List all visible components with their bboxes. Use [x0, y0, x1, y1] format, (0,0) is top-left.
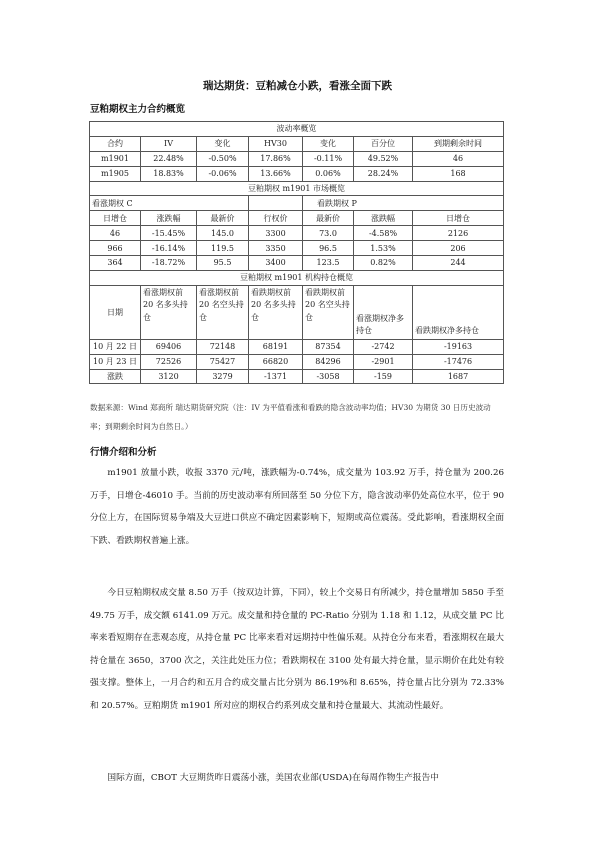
header-cell: 看跌期权前 20 名多头持仓 [249, 285, 303, 339]
header-cell: IV [141, 136, 197, 151]
header-cell: 看跌期权前 20 名空头持仓 [303, 285, 354, 339]
table-header-row [90, 211, 504, 226]
table-row [90, 166, 504, 181]
header-cell: 百分位 [354, 136, 413, 151]
table-row [90, 226, 504, 241]
header-cell: 日增仓 [90, 211, 141, 226]
header-cell: 涨跌幅 [354, 211, 413, 226]
analysis-paragraph [90, 767, 504, 790]
table-cell: 96.5 [303, 241, 354, 256]
table-cell: 3120 [141, 369, 197, 384]
table-cell: -15.45% [141, 226, 197, 241]
paragraph-text: 今日豆粕期权成交量 8.50 万手（按双边计算，下同），较上个交易日有所减少，持仓量增加 5850 手至 49.75 万手，成交额 6141.09 万元。成交量和持仓量的 PC-Ratio 分别为 1.18 和 1.12，从成交量 PC 比率来看短期存在悲观态度，从持仓量 PC 比率来看对远期持中性偏乐观。从持仓分布来看，看涨期权在最大持仓量在 3650，3700 次之，关注此处压力位；看跌期权在 3100 处有最大持仓量，显示期价在此处有较强支撑。整体上，一月合约和五月合约成交量占比分别为 86.19%和 8.65%，持仓量占比分别为 72.33%和 20.57%。豆粕期货 m1901 所对应的期权合约系列成交量和持仓量最大、其流动性最好。 [90, 588, 504, 711]
table-row [90, 339, 504, 354]
table-cell: 2126 [413, 226, 504, 241]
table-cell: 3300 [249, 226, 303, 241]
table-cell: 3350 [249, 241, 303, 256]
header-cell: 最新价 [197, 211, 249, 226]
header-cell: 看涨期权净多持仓 [354, 285, 413, 339]
volatility-section-title: 波动率概览 [90, 122, 504, 137]
table-cell: 3400 [249, 256, 303, 271]
analysis-paragraph [90, 582, 504, 717]
table-cell: -2901 [354, 354, 413, 369]
table-header-row [90, 285, 504, 339]
table-cell: 49.52% [354, 151, 413, 166]
table-cell: 18.83% [141, 166, 197, 181]
table-row [90, 354, 504, 369]
table-cell: 17.86% [249, 151, 303, 166]
table-cell [249, 196, 303, 211]
table-cell: 涨跌 [90, 369, 141, 384]
table-cell: -2742 [354, 339, 413, 354]
header-cell: 日增仓 [413, 211, 504, 226]
market-section-title: 豆粕期权 m1901 市场概览 [90, 181, 504, 196]
institution-section-title: 豆粕期权 m1901 机构持仓概览 [90, 270, 504, 285]
table-cell: -17476 [413, 354, 504, 369]
table-row [90, 241, 504, 256]
table-cell: -159 [354, 369, 413, 384]
table-cell: -4.58% [354, 226, 413, 241]
table-cell: 145.0 [197, 226, 249, 241]
table-cell: 364 [90, 256, 141, 271]
table-cell: -16.14% [141, 241, 197, 256]
table-cell: 22.48% [141, 151, 197, 166]
section-heading-overview: 豆粕期权主力合约概览 [90, 104, 186, 115]
table-cell: 73.0 [303, 226, 354, 241]
table-cell: 10 月 23 日 [90, 354, 141, 369]
table-header-row [90, 136, 504, 151]
table-cell: 10 月 22 日 [90, 339, 141, 354]
header-cell: 最新价 [303, 211, 354, 226]
header-cell: 日期 [90, 285, 141, 339]
table-cell: 966 [90, 241, 141, 256]
table-cell: 119.5 [197, 241, 249, 256]
table-cell: 1.53% [354, 241, 413, 256]
put-option-label: 看跌期权 P [303, 196, 504, 211]
table-cell: 46 [413, 151, 504, 166]
table-cell: -18.72% [141, 256, 197, 271]
table-cell: -3058 [303, 369, 354, 384]
table-cell: 28.24% [354, 166, 413, 181]
option-overview-table [89, 121, 504, 384]
table-cell: 206 [413, 241, 504, 256]
table-row [90, 369, 504, 384]
table-cell: 72148 [197, 339, 249, 354]
header-cell: HV30 [249, 136, 303, 151]
table-cell: 75427 [197, 354, 249, 369]
table-row [90, 270, 504, 285]
table-cell: 1687 [413, 369, 504, 384]
header-cell: 看跌期权净多持仓 [413, 285, 504, 339]
table-cell: -0.06% [197, 166, 249, 181]
table-cell: 123.5 [303, 256, 354, 271]
table-cell: m1901 [90, 151, 141, 166]
table-cell: 68191 [249, 339, 303, 354]
table-cell: 95.5 [197, 256, 249, 271]
table-row [90, 256, 504, 271]
table-cell: 69406 [141, 339, 197, 354]
header-cell: 变化 [303, 136, 354, 151]
header-cell: 涨跌幅 [141, 211, 197, 226]
table-cell: 0.06% [303, 166, 354, 181]
table-row [90, 181, 504, 196]
table-cell: 84296 [303, 354, 354, 369]
table-cell: -0.11% [303, 151, 354, 166]
table-cell: 46 [90, 226, 141, 241]
header-cell: 看涨期权前 20 名空头持仓 [197, 285, 249, 339]
table-cell: 13.66% [249, 166, 303, 181]
header-cell: 变化 [197, 136, 249, 151]
header-cell: 行权价 [249, 211, 303, 226]
call-option-label: 看涨期权 C [90, 196, 249, 211]
table-cell: 0.82% [354, 256, 413, 271]
section-heading-analysis: 行情介绍和分析 [90, 447, 157, 458]
paragraph-text: m1901 放量小跌，收报 3370 元/吨，涨跌幅为-0.74%，成交量为 103.92 万手，持仓量为 200.26 万手，日增仓-46010 手。当前的历史波动率有所回落至 50 分位下方，隐含波动率仍处高位水平，位于 90 分位上方，在国际贸易争端及大豆进口供应不确定因素影响下，短期或高位震荡。受此影响，看涨期权全面下跌、看跌期权普遍上涨。 [90, 468, 504, 546]
table-cell: 3279 [197, 369, 249, 384]
table-cell: -1371 [249, 369, 303, 384]
document-title: 瑞达期货：豆粕减仓小跌，看涨全面下跌 [203, 80, 392, 92]
table-row [90, 196, 504, 211]
table-cell: 244 [413, 256, 504, 271]
header-cell: 合约 [90, 136, 141, 151]
table-cell: 66820 [249, 354, 303, 369]
table-cell: -19163 [413, 339, 504, 354]
table-row [90, 151, 504, 166]
header-cell: 看涨期权前 20 名多头持仓 [141, 285, 197, 339]
header-cell: 到期剩余时间 [413, 136, 504, 151]
paragraph-text: 国际方面，CBOT 大豆期货昨日震荡小涨，美国农业部(USDA)在每周作物生产报告中 [107, 773, 439, 783]
table-cell: 87354 [303, 339, 354, 354]
table-cell: -0.50% [197, 151, 249, 166]
table-cell: m1905 [90, 166, 141, 181]
table-row [90, 122, 504, 137]
table-cell: 72526 [141, 354, 197, 369]
table-cell: 168 [413, 166, 504, 181]
analysis-paragraph [90, 462, 504, 552]
data-source-note: 数据来源：Wind 郑商所 瑞达期货研究院（注：IV 为平值看涨和看跌的隐含波动率均值；HV30 为期货 30 日历史波动率；到期剩余时间为自然日。） [90, 403, 491, 431]
